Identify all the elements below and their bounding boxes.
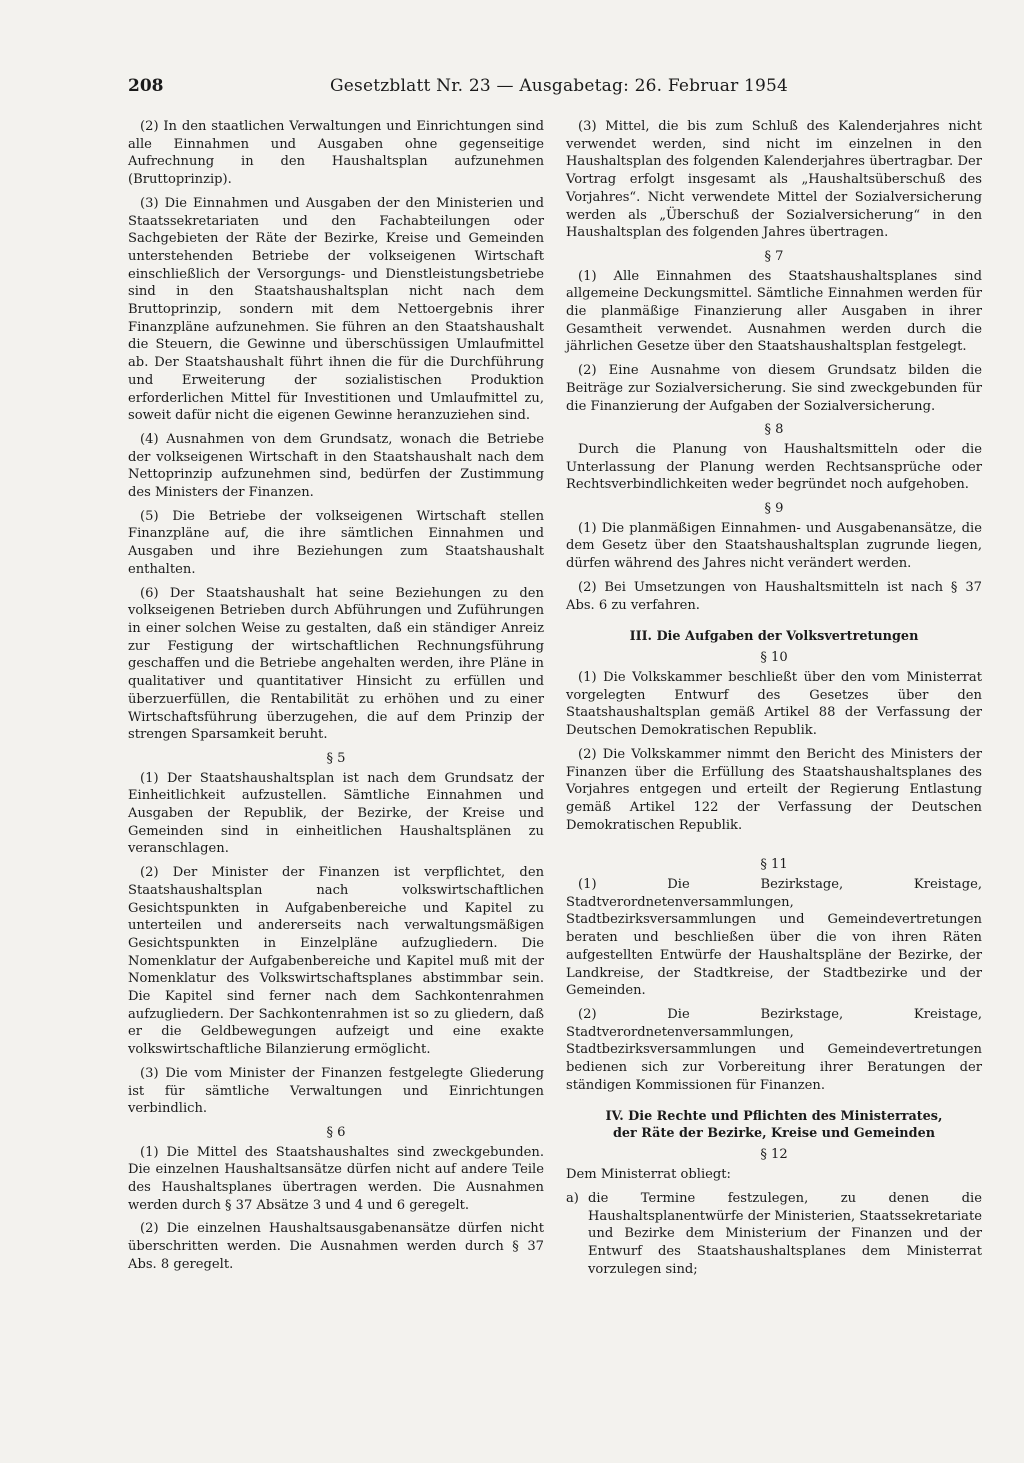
section-heading-9: § 9 [764,501,784,517]
paragraph: (1) Der Staatshaushaltsplan ist nach dem Grundsatz der Einheitlichkeit aufzustellen. Sämtliche Einnahmen und Ausgaben der Republik, der Bezirke, der Kreise und Gemeinden sind in einheitlichen Haushaltsplänen zu veranschlagen. [128,770,544,857]
paragraph: (1) Die Volkskammer beschließt über den vom Ministerrat vorgelegten Entwurf des Gesetzes über den Staatshaushaltsplan gemäß Artikel 88 der Verfassung der Deutschen Demokratischen Republik. [566,669,982,739]
section-heading-8: § 8 [764,422,784,438]
chapter-heading-line: IV. Die Rechte und Pflichten des Ministerrates, [605,1109,943,1125]
paragraph: (5) Die Betriebe der volkseigenen Wirtschaft stellen Finanzpläne auf, die ihre sämtlichen Einnahmen und Ausgaben und ihre Beziehungen zum Staatshaushalt enthalten. [128,508,544,577]
paragraph: Durch die Planung von Haushaltsmitteln oder die Unterlassung der Planung werden Rechtsansprüche oder Rechtsverbindlichkeiten weder begründet noch aufgehoben. [566,441,982,493]
paragraph: (2) In den staatlichen Verwaltungen und Einrichtungen sind alle Einnahmen und Ausgaben ohne gegenseitige Aufrechnung in den Haushaltsplan aufzunehmen (Bruttoprinzip). [128,119,544,188]
paragraph: Dem Ministerrat obliegt: [566,1167,731,1183]
paragraph: (2) Die einzelnen Haushaltsausgabenansätze dürfen nicht überschritten werden. Die Ausnahmen werden durch § 37 Abs. 8 geregelt. [128,1221,544,1272]
page-header [128,76,792,102]
chapter-heading-3: III. Die Aufgaben der Volksvertretungen [629,629,919,645]
left-column [128,118,544,1280]
chapter-heading-line: der Räte der Bezirke, Kreise und Gemeinden [612,1126,936,1142]
section-heading-5: § 5 [326,750,346,766]
paragraph: (1) Die Bezirkstage, Kreistage, Stadtverordnetenversammlungen, Stadtbezirksversammlungen und Gemeindevertretungen beraten und beschließen über die von ihren Räten aufgestellten Entwürfe der Haushaltspläne der Bezirke, der Landkreise, der Stadtkreise, der Stadtbezirke und der Gemeinden. [566,877,982,999]
section-heading-10: § 10 [760,650,788,666]
paragraph: (2) Die Volkskammer nimmt den Bericht des Ministers der Finanzen über die Erfüllung des Staatshaushaltsplanes des Vorjahres entgegen und erteilt der Regierung Entlastung gemäß Artikel 122 der Verfassung der Deutschen Demokratischen Republik. [566,746,982,833]
paragraph: (1) Die planmäßigen Einnahmen- und Ausgabenansätze, die dem Gesetz über den Staatshaushaltsplan zugrunde liegen, dürfen während des Jahres nicht verändert werden. [566,520,982,572]
section-heading-6: § 6 [326,1124,346,1140]
paragraph: (1) Alle Einnahmen des Staatshaushaltsplanes sind allgemeine Deckungsmittel. Sämtliche Einnahmen werden für die planmäßige Finanzierung aller Ausgaben in ihrer Gesamtheit verwendet. Ausnahmen werden durch die jährlichen Gesetze über den Staatshaushaltsplan festgelegt. [566,268,982,355]
paragraph: (2) Eine Ausnahme von diesem Grundsatz bilden die Beiträge zur Sozialversicherung. Sie sind zweckgebunden für die Finanzierung der Aufgaben der Sozialversicherung. [566,363,982,414]
paragraph: (3) Die Einnahmen und Ausgaben der den Ministerien und Staatssekretariaten und den Fachabteilungen oder Sachgebieten der Räte der Bezirke, Kreise und Gemeinden unterstehenden Betriebe der volkseigenen Wirtschaft einschließlich der Versorgungs- und Dienstleistungsbetriebe sind in den Staatshaushaltsplan nicht nach dem Bruttoprinzip, sondern mit dem Nettoergebnis ihrer Finanzpläne aufzunehmen. Sie führen an den Staatshaushalt die Steuern, die Gewinne und überschüssigen Umlaufmittel ab. Der Staatshaushalt führt ihnen die für die Durchführung und Erweiterung der sozialistischen Produktion erforderlichen Mittel für Investitionen und Umlaufmittel zu, soweit dafür nicht die eigenen Gewinne heranzuziehen sind. [128,195,544,424]
paragraph: (2) Der Minister der Finanzen ist verpflichtet, den Staatshaushaltsplan nach volkswirtschaftlichen Gesichtspunkten in Aufgabenbereiche und Kapitel zu unterteilen und andererseits nach verwaltungsmäßigen Gesichtspunkten in Einzelpläne aufzugliedern. Die Nomenklatur der Aufgabenbereiche und Kapitel muß mit der Nomenklatur des Volkswirtschaftsplanes abstimmbar sein. Die Kapitel sind ferner nach dem Sachkontenrahmen aufzugliedern. Der Sachkontenrahmen ist so zu gliedern, daß er die Geldbewegungen aufzeigt und eine exakte volkswirtschaftliche Bilanzierung ermöglicht. [128,865,544,1058]
paragraph: (3) Die vom Minister der Finanzen festgelegte Gliederung ist für sämtliche Verwaltungen und Einrichtungen verbindlich. [128,1065,544,1117]
paragraph: (4) Ausnahmen von dem Grundsatz, wonach die Betriebe der volkseigenen Wirtschaft in den Staatshaushalt nach dem Nettoprinzip aufzunehmen sind, bedürfen der Zustimmung des Ministers der Finanzen. [128,431,544,501]
paragraph: (1) Die Mittel des Staatshaushaltes sind zweckgebunden. Die einzelnen Haushaltsansätze dürfen nicht auf andere Teile des Haushaltsplanes übertragen werden. Die Ausnahmen werden durch § 37 Absätze 3 und 4 und 6 geregelt. [128,1144,544,1213]
section-heading-12: § 12 [760,1147,788,1163]
paragraph: (3) Mittel, die bis zum Schluß des Kalenderjahres nicht verwendet werden, sind nicht im einzelnen in den Haushaltsplan des folgenden Kalenderjahres übertragbar. Der Vortrag erfolgt insgesamt als „Haushaltsüberschuß des Vorjahres“. Nicht verwendete Mittel der Sozialversicherung werden als „Überschuß der Sozialversicherung“ in den Haushaltsplan des folgenden Jahres übertragen. [566,119,982,241]
spacer [566,840,982,852]
right-column [566,118,982,1278]
chapter-heading-4 [566,1108,982,1142]
section-heading-7: § 7 [764,248,784,264]
list-item [566,1190,982,1279]
page-number: 208 [128,76,164,96]
paragraph: (2) Bei Umsetzungen von Haushaltsmitteln ist nach § 37 Abs. 6 zu verfahren. [566,579,982,613]
list-marker: a) [566,1190,579,1206]
list-item-text: die Termine festzulegen, zu denen die Haushaltsplanentwürfe der Ministerien, Staatssekretariate und Bezirke dem Ministerium der Finanzen und der Entwurf des Staatshaushaltsplanes dem Ministerrat vorzulegen sind; [588,1190,982,1277]
paragraph: (2) Die Bezirkstage, Kreistage, Stadtverordnetenversammlungen, Stadtbezirksversammlungen und Gemeindevertretungen bedienen sich zur Vorbereitung ihrer Beratungen der ständigen Kommissionen für Finanzen. [566,1006,982,1093]
paragraph: (6) Der Staatshaushalt hat seine Beziehungen zu den volkseigenen Betrieben durch Abführungen und Zuführungen in einer solchen Weise zu gestalten, daß ein ständiger Anreiz zur Festigung der wirtschaftlichen Rechnungsführung geschaffen und die Betriebe angehalten werden, ihre Pläne in qualitativer und quantitativer Hinsicht zu erfüllen und überzuerfüllen, die Rentabilität zu erhöhen und zu einer Wirtschaftsführung überzugehen, die auf dem Prinzip der strengen Sparsamkeit beruht. [128,585,544,743]
section-heading-11: § 11 [760,857,788,873]
gazette-title: Gesetzblatt Nr. 23 — Ausgabetag: 26. Februar 1954 [330,76,789,96]
